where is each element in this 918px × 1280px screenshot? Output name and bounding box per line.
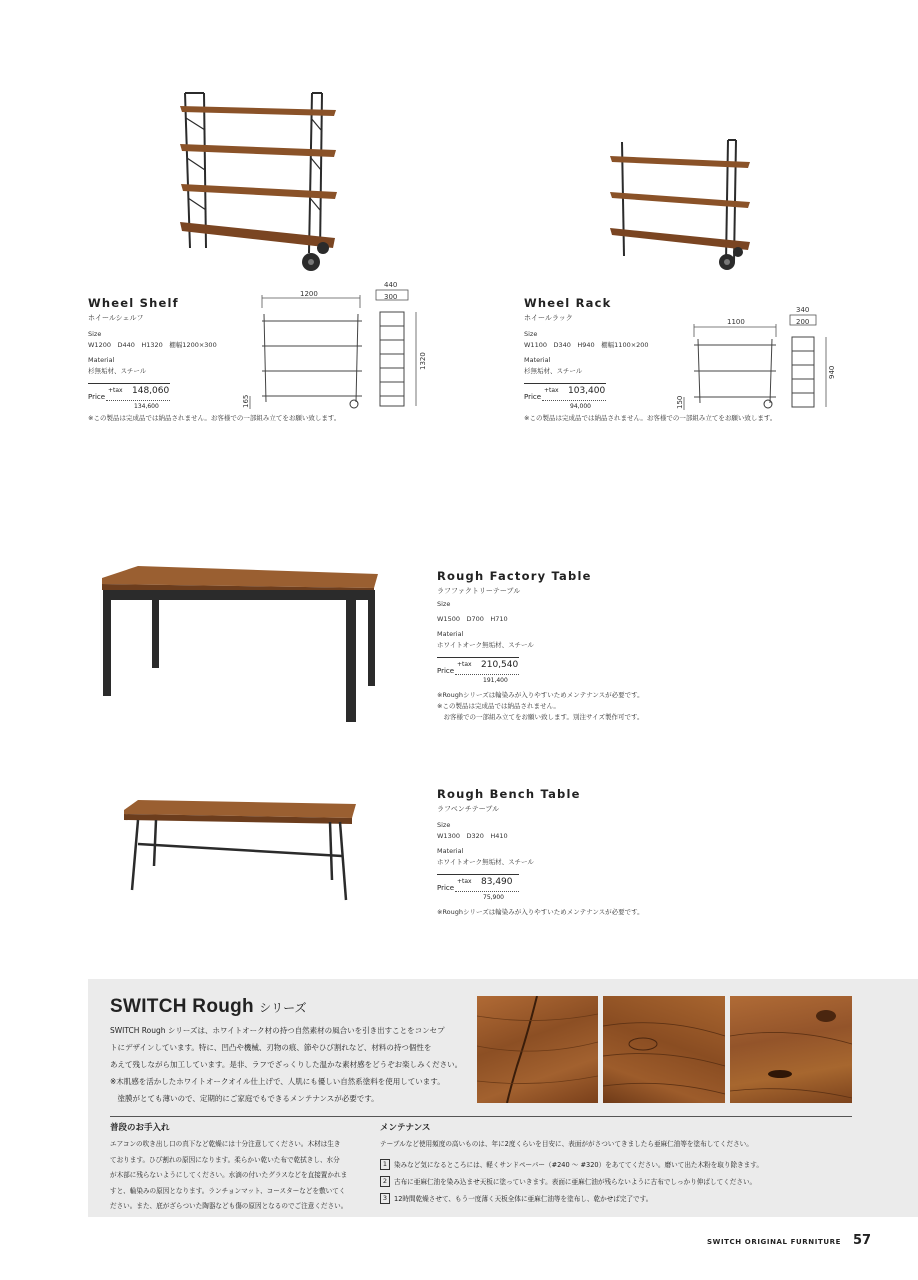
price-excl-tax: 75,900 bbox=[483, 894, 504, 901]
dim-depth-shelf: 200 bbox=[796, 318, 810, 326]
description-line: ※木肌感を活かしたホワイトオークオイル仕上げで、人肌にも優しい自然系塗料を使用しています。 bbox=[110, 1077, 445, 1086]
step-number: 3 bbox=[380, 1193, 390, 1204]
note-line: ※この製品は完成品では納品されません。 bbox=[437, 702, 560, 710]
price-excl-tax: 94,000 bbox=[570, 403, 591, 410]
dim-width: 1200 bbox=[300, 290, 318, 298]
care-line: ております。ひび割れの原因になります。柔らかい乾いた布で乾拭きし、水分 bbox=[110, 1155, 340, 1164]
wheel-shelf-dimension-drawing bbox=[238, 278, 438, 410]
description-line: SWITCH Rough シリーズは、ホワイトオーク材の持つ自然素材の風合いを引き出すことをコンセプ bbox=[110, 1026, 445, 1035]
product-name: Rough Bench Table bbox=[437, 787, 581, 801]
price-box bbox=[437, 657, 519, 688]
price-box bbox=[88, 383, 170, 414]
price-label: Price bbox=[437, 667, 455, 675]
series-title-text: SWITCH Rough bbox=[110, 996, 254, 1017]
step-text: 古布に亜麻仁油を染み込ませ天板に塗っていきます。表面に亜麻仁油が残らないように古布でしっかり伸ばしてください。 bbox=[394, 1178, 757, 1186]
size-label: Size bbox=[437, 600, 451, 608]
dim-clearance: 150 bbox=[676, 395, 684, 409]
material-label: Material bbox=[437, 847, 464, 855]
price-incl-tax: 148,060 bbox=[132, 386, 170, 396]
price-incl-tax: 83,490 bbox=[481, 877, 513, 887]
page-number: 57 bbox=[853, 1233, 872, 1248]
dim-depth-top: 440 bbox=[384, 281, 398, 289]
description-line: あえて残しながら加工しています。是非、ラフでざっくりした温かな素材感をどうぞお楽しみください。 bbox=[110, 1060, 463, 1069]
price-box bbox=[524, 383, 606, 414]
dim-clearance: 165 bbox=[242, 394, 250, 408]
tax-label: +tax bbox=[544, 387, 559, 394]
rough-bench-table-photo bbox=[118, 796, 363, 906]
price-excl-tax: 191,400 bbox=[483, 677, 508, 684]
dim-depth-shelf: 300 bbox=[384, 293, 398, 301]
material-value: ホワイトオーク無垢材、スチール bbox=[437, 641, 534, 649]
panel-divider bbox=[110, 1116, 852, 1117]
product-name: Rough Factory Table bbox=[437, 569, 592, 583]
description-line: トにデザインしています。特に、凹凸や機械、刃物の痕、節やひび割れなど、材料の持つ個性を bbox=[110, 1043, 432, 1052]
step-number: 2 bbox=[380, 1176, 390, 1187]
size-label: Size bbox=[437, 821, 451, 829]
care-line: ださい。また、底がざらついた陶器なども傷の原因となるのでご注意ください。 bbox=[110, 1202, 348, 1210]
product-kana: ラフベンチテーブル bbox=[437, 805, 500, 813]
wood-texture-photo-3 bbox=[730, 996, 852, 1103]
wheel-rack-dimension-drawing bbox=[672, 303, 842, 411]
material-value: 杉無垢材、スチール bbox=[524, 367, 583, 375]
note-line: ※Roughシリーズは輪染みが入りやすいためメンテナンスが必要です。 bbox=[437, 908, 644, 916]
price-box bbox=[437, 874, 519, 905]
material-label: Material bbox=[437, 630, 464, 638]
wheel-shelf-note: ※この製品は完成品では納品されません。お客様での一部組み立てをお願い致します。 bbox=[88, 414, 341, 422]
tax-label: +tax bbox=[457, 878, 472, 885]
care-title: 普段のお手入れ bbox=[110, 1123, 170, 1133]
price-incl-tax: 210,540 bbox=[481, 660, 519, 670]
note-line: ※Roughシリーズは輪染みが入りやすいためメンテナンスが必要です。 bbox=[437, 691, 644, 699]
size-value: W1100 D340 H940 棚幅1100×200 bbox=[524, 341, 649, 349]
material-value: ホワイトオーク無垢材、スチール bbox=[437, 858, 534, 866]
care-line: すと、輪染みの原因となります。ランチョンマット、コースターなどを敷いてく bbox=[110, 1186, 346, 1195]
size-label: Size bbox=[524, 330, 538, 338]
wood-texture-photo-2 bbox=[603, 996, 725, 1103]
size-value: W1300 D320 H410 bbox=[437, 832, 508, 840]
product-wheel-shelf bbox=[88, 296, 248, 414]
material-label: Material bbox=[88, 356, 115, 364]
note-line: お客様での一部組み立てをお願い致します。別注サイズ製作可です。 bbox=[437, 713, 644, 721]
product-name: Wheel Shelf bbox=[88, 296, 179, 310]
product-rough-factory-table bbox=[437, 569, 677, 723]
price-label: Price bbox=[88, 393, 106, 401]
rough-factory-table-photo bbox=[98, 560, 383, 728]
description-line: 塗膜がとても薄いので、定期的にご家庭でもできるメンテナンスが必要です。 bbox=[110, 1094, 379, 1103]
dim-height: 1320 bbox=[419, 352, 427, 370]
size-value: W1200 D440 H1320 棚幅1200×300 bbox=[88, 341, 217, 349]
step-text: 染みなど気になるところには、軽くサンドペーパー（#240 〜 #320）をあててください。磨いて出た木粉を取り除きます。 bbox=[394, 1161, 763, 1169]
maintenance-title: メンテナンス bbox=[380, 1123, 431, 1133]
price-label: Price bbox=[437, 884, 455, 892]
care-line: エアコンの吹き出し口の真下など乾燥には十分注意してください。木材は生き bbox=[110, 1140, 341, 1148]
step-number: 1 bbox=[380, 1159, 390, 1170]
maintenance-step-1 bbox=[380, 1156, 855, 1173]
price-incl-tax: 103,400 bbox=[568, 386, 606, 396]
series-description bbox=[110, 1022, 475, 1107]
series-title bbox=[110, 996, 306, 1018]
size-value: W1500 D700 H710 bbox=[437, 615, 508, 623]
size-label: Size bbox=[88, 330, 102, 338]
dim-depth-top: 340 bbox=[796, 306, 810, 314]
product-kana: ホイールラック bbox=[524, 314, 573, 322]
product-kana: ホイールシェルフ bbox=[88, 314, 144, 322]
price-excl-tax: 134,600 bbox=[134, 403, 159, 410]
wood-texture-photo-1 bbox=[477, 996, 598, 1103]
price-label: Price bbox=[524, 393, 542, 401]
maintenance-section bbox=[380, 1121, 855, 1207]
step-text: 12時間乾燥させて、もう一度薄く天板全体に亜麻仁油等を塗布し、乾かせば完了です。 bbox=[394, 1195, 653, 1203]
wheel-rack-note: ※この製品は完成品では納品されません。お客様での一部組み立てをお願い致します。 bbox=[524, 414, 777, 422]
care-line: が木部に残らないようにしてください。水滴の付いたグラスなどを直接置かれま bbox=[110, 1171, 348, 1179]
material-value: 杉無垢材、スチール bbox=[88, 367, 147, 375]
tax-label: +tax bbox=[457, 661, 472, 668]
dim-height: 940 bbox=[828, 365, 836, 379]
wheel-rack-photo bbox=[606, 134, 756, 274]
product-name: Wheel Rack bbox=[524, 296, 612, 310]
series-title-suffix: シリーズ bbox=[259, 1001, 307, 1015]
material-label: Material bbox=[524, 356, 551, 364]
product-wheel-rack bbox=[524, 296, 684, 414]
maintenance-intro: テーブルなど使用頻度の高いものは、年に2度くらいを目安に、表面ががさついてきましたら亜麻仁油等を塗布してください。 bbox=[380, 1140, 753, 1148]
maintenance-step-3 bbox=[380, 1190, 855, 1207]
care-section bbox=[110, 1121, 368, 1215]
product-kana: ラフファクトリーテーブル bbox=[437, 587, 521, 595]
wheel-shelf-photo bbox=[178, 88, 343, 278]
maintenance-step-2 bbox=[380, 1173, 855, 1190]
tax-label: +tax bbox=[108, 387, 123, 394]
dim-width: 1100 bbox=[727, 318, 745, 326]
footer-brand: SWITCH ORIGINAL FURNITURE bbox=[707, 1238, 841, 1246]
product-rough-bench-table bbox=[437, 787, 677, 918]
